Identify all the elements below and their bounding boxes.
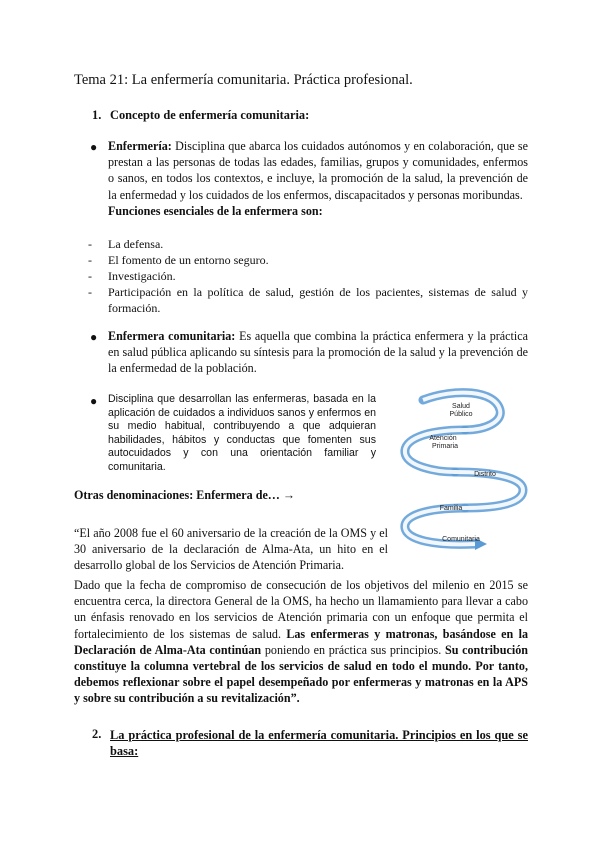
quote-paragraph-2: Dado que la fecha de compromiso de consecución de los objetivos del milenio en 2015 se encuentra cerca, la directora General de la OMS, ha hecho un llamamiento para llevar a cabo un énfasis renovado en los servicios de Atención primaria con un enfoque que permita el fortalecimiento de los sistemas de salud. Las enfermeras y matronas, basándose en la Declaración de Alma-Ata continúan poniendo en práctica sus principios. Su contribución constituye la columna vertebral de los servicios de salud en todo el mundo. Por tanto, debemos reflexionar sobre el papel desempeñado por enfermeras y matronas en la APS y sobre su contribución a su revitalización”. — [74, 578, 528, 706]
bullet-dot: ● — [90, 330, 98, 344]
quote-paragraph-1: “El año 2008 fue el 60 aniversario de la creación de la OMS y el 30 aniversario de la declaración de Alma-Ata, un hito en el desarrollo global de los Servicios de Atención Primaria. — [74, 526, 388, 573]
enfermeria-label: Enfermería: — [108, 139, 172, 153]
diagram-label-familia: Familia — [439, 505, 463, 512]
list-item: - Participación en la política de salud, gestión de los pacientes, sistemas de salud y formación. — [88, 285, 528, 315]
enfermeria-text: Disciplina que abarca los cuidados autónomos y en colaboración, que se prestan a las personas de todas las edades, familias, grupos y comunidades, enfermos o sanos, en todos los contextos, e incluye, la promoción de la salud, la prevención de la enfermedad y los cuidados de los enfermos, discapacitados y personas moribundas. — [108, 139, 528, 202]
section-1-title: Concepto de enfermería comunitaria: — [110, 108, 310, 122]
comunitaria-paragraph — [108, 328, 528, 377]
section-2-number: 2. — [92, 727, 102, 741]
care-levels-diagram — [395, 388, 535, 558]
funciones-list — [88, 236, 528, 316]
enfermeria-paragraph — [108, 138, 528, 219]
funciones-heading: Funciones esenciales de la enfermera son: — [108, 203, 323, 218]
disciplina-paragraph: Disciplina que desarrollan las enfermeras, basada en la aplicación de cuidados a individuos sanos y enfermos en su medio habitual, contribuyendo a que adquieran habilidades, hábitos y conductas que fomenten sus autocuidados y con una orientación familiar y comunitaria. — [108, 393, 376, 473]
section-1-number: 1. — [92, 108, 102, 122]
diagram-label-salud: Salud — [452, 403, 470, 410]
comunitaria-text: Es aquella que combina la práctica enfermera y la práctica en salud pública aplicando su síntesis para la promoción de la salud y la prevención de la enfermedad de la población. — [108, 329, 528, 376]
bullet-dot: ● — [90, 140, 98, 154]
list-item: - La defensa. — [88, 237, 164, 251]
diagram-label-publico: Público — [449, 411, 473, 418]
list-item: - Investigación. — [88, 269, 176, 283]
comunitaria-label: Enfermera comunitaria: — [108, 329, 236, 343]
diagram-label-distrito: Distrito — [474, 471, 496, 478]
diagram-label-primaria: Primaria — [431, 443, 459, 450]
page-title: Tema 21: La enfermería comunitaria. Práctica profesional. — [74, 72, 413, 88]
bullet-dot: ● — [90, 394, 98, 408]
section-2-title: La práctica profesional de la enfermería comunitaria. Principios en los que se basa: — [110, 728, 528, 758]
diagram-label-comunitaria: Comunitaria — [442, 536, 480, 543]
list-item: - El fomento de un entorno seguro. — [88, 253, 269, 267]
diagram-label-atencion: Atención — [429, 435, 457, 442]
otras-denominaciones: Otras denominaciones: Enfermera de… → — [74, 488, 296, 502]
